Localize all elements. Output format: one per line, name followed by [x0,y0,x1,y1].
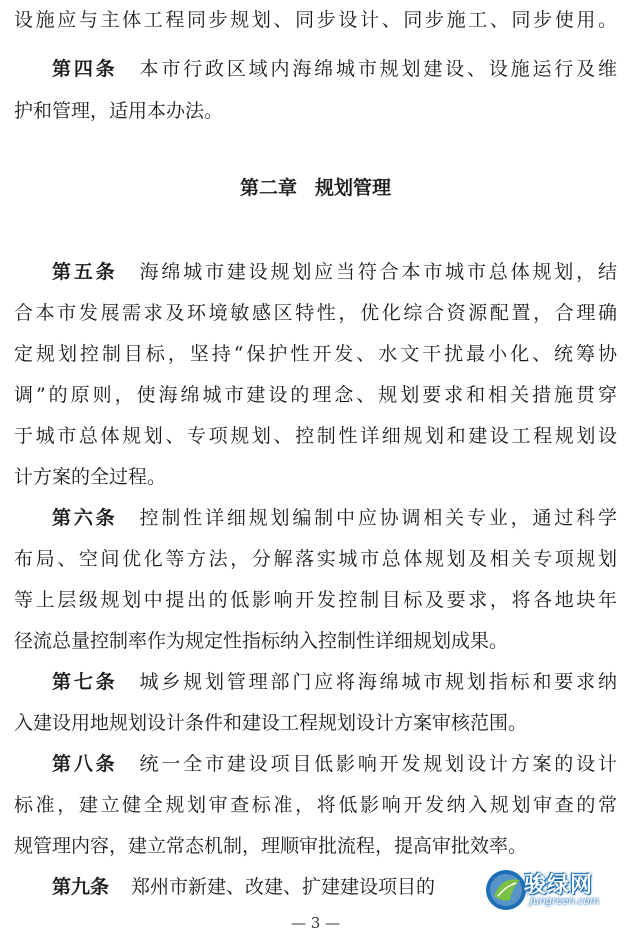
article4-text: 本市行政区域内海绵城市规划建设、设施运行及维 [139,58,617,80]
watermark-url: Jungreen.com [530,896,600,907]
article3-tail-line: 设施应与主体工程同步规划、同步设计、同步施工、同步使用。 [14,9,617,31]
chapter-number: 第二章 [239,177,297,199]
article5-line-2: 合本市发展需求及环境敏感区特性，优化综合资源配置，合理确 [14,302,617,324]
article5-line-3: 定规划控制目标，坚持“保护性开发、水文干扰最小化、统筹协 [14,343,617,365]
article6-line-3: 等上层级规划中提出的低影响开发控制目标及要求，将各地块年 [14,589,617,611]
article6-line-1 [52,506,617,530]
article7-line-1 [52,670,617,694]
article6-line-2: 布局、空间优化等方法，分解落实城市总体规划及相关专项规划 [14,548,617,570]
article5-line-4: 调”的原则，使海绵城市建设的理念、规划要求和相关措施贯穿 [14,384,617,406]
article5-line-6: 计方案的全过程。 [14,466,167,488]
article8-label: 第八条 [52,753,118,775]
article7-label: 第七条 [52,671,118,693]
article5-label: 第五条 [52,261,118,283]
article7-line-2: 入建设用地规划设计条件和建设工程规划设计方案审核范围。 [14,712,528,734]
article4-label: 第四条 [52,58,118,80]
chapter-title: 规划管理 [315,177,392,199]
article9-text: 郑州市新建、改建、扩建建设项目的 [131,876,436,898]
article4-line-2: 护和管理，适用本办法。 [14,100,224,122]
article5-line-1 [52,260,617,284]
article4-line-1 [52,57,617,81]
article5-text: 海绵城市建设规划应当符合本市城市总体规划，结 [139,261,617,283]
page-number: — 3 — [290,914,341,932]
chapter-heading [0,176,631,200]
article8-text: 统一全市建设项目低影响开发规划设计方案的设计 [139,753,617,775]
watermark-title: 骏绿网 [524,873,594,898]
article9-label: 第九条 [52,876,110,898]
article5-line-5: 于城市总体规划、专项规划、控制性详细规划和建设工程规划设 [14,425,617,447]
site-watermark [484,866,624,914]
article6-text: 控制性详细规划编制中应协调相关专业，通过科学 [139,507,617,529]
article8-line-2: 标准，建立健全规划审查标准，将低影响开发纳入规划审查的常 [14,794,617,816]
article8-line-3: 规管理内容，建立常态机制，理顺审批流程，提高审批效率。 [14,835,528,857]
article7-text: 城乡规划管理部门应将海绵城市规划指标和要求纳 [139,671,617,693]
article6-label: 第六条 [52,507,118,529]
article6-line-4: 径流总量控制率作为规定性指标纳入控制性详细规划成果。 [14,630,509,652]
article8-line-1 [52,752,617,776]
